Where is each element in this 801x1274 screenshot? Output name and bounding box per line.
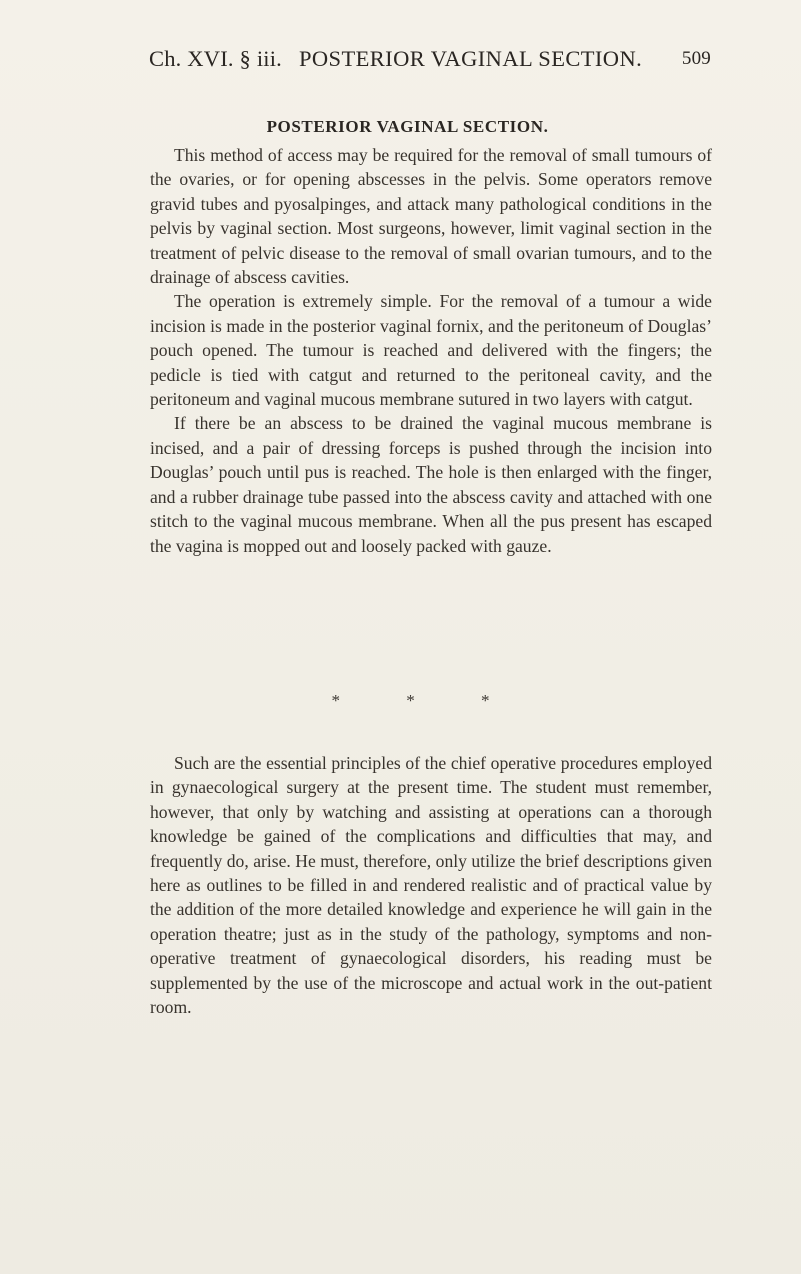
paragraph-intro: This method of access may be required for the removal of small tumours of the ovaries, or for opening abscesses in the pelvis. Some operators remove gravid tubes and pyosalpinges, and attack many pathological conditions in the pelvis by vaginal section. Most surgeons, however, limit vaginal section in the treatment of pelvic disease to the removal of small ovarian tumours, and to the drainage of abscess cavities. xyxy=(150,145,712,288)
section-heading: POSTERIOR VAGINAL SECTION. xyxy=(266,117,549,136)
section-body xyxy=(150,143,712,558)
paragraph-closing: Such are the essential principles of the chief operative procedures employed in gynaecological surgery at the present time. The student must remember, however, that only by watching and assisting at operations can a thorough knowledge be gained of the complications and difficulties that may, and frequently do, arise. He must, therefore, only utilize the brief descriptions given here as outlines to be filled in and rendered realistic and of practical value by the addition of the more detailed knowledge and experience he will gain in the operation theatre; just as in the study of the pathology, symptoms and non-operative treatment of gynaecological disorders, his reading must be supplemented by the use of the microscope and actual work in the out-patient room. xyxy=(150,753,712,1018)
page-number: 509 xyxy=(681,48,711,69)
paragraph-operation: The operation is extremely simple. For the removal of a tumour a wide incision is made in the posterior vaginal fornix, and the peritoneum of Douglas’ pouch opened. The tumour is reached and delivered with the fingers; the pedicle is tied with catgut and returned to the peritoneal cavity, and the peritoneum and vaginal mucous membrane sutured in two layers with catgut. xyxy=(150,291,712,410)
chapter-reference: Ch. XVI. § iii. xyxy=(149,46,283,71)
paragraph-abscess: If there be an abscess to be drained the vaginal mucous membrane is incised, and a pair of dressing forceps is pushed through the incision into Douglas’ pouch until pus is reached. The hole is then enlarged with the finger, and a rubber drainage tube passed into the abscess cavity and attached with one stitch to the vaginal mucous membrane. When all the pus present has escaped the vagina is mopped out and loosely packed with gauze. xyxy=(150,413,712,556)
separator-star: * xyxy=(481,691,490,710)
section-separator xyxy=(0,691,801,711)
closing-body xyxy=(150,751,712,1019)
separator-star: * xyxy=(406,691,415,710)
running-title: POSTERIOR VAGINAL SECTION. xyxy=(299,46,643,71)
separator-star: * xyxy=(331,691,340,710)
running-head xyxy=(149,46,711,76)
